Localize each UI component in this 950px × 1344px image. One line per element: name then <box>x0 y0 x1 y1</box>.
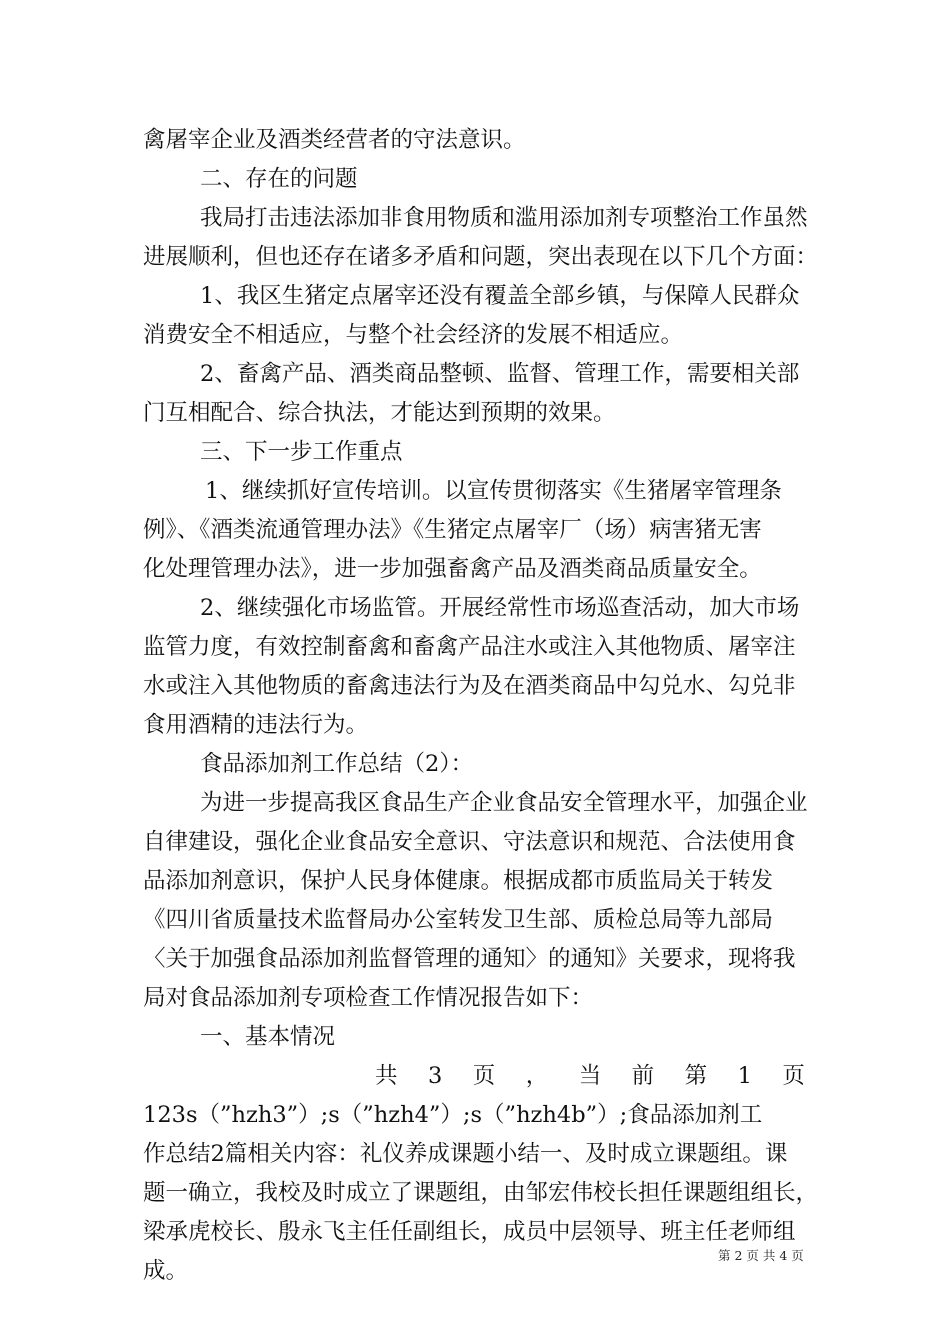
text-line: 局对食品添加剂专项检查工作情况报告如下： <box>143 985 594 1011</box>
text-line: 例》、《酒类流通管理办法》《生猪定点屠宰厂（场）病害猪无害 <box>143 517 762 543</box>
text-line: 作总结2篇相关内容：礼仪养成课题小结一、及时成立课题组。课 <box>143 1141 788 1167</box>
page-counter <box>375 1061 805 1091</box>
text-line: 监管力度，有效控制畜禽和畜禽产品注水或注入其他物质、屠宰注 <box>143 634 796 660</box>
page-counter-part: 共 <box>375 1063 398 1089</box>
page-counter-part: 当 <box>578 1063 602 1089</box>
text-line: 品添加剂意识，保护人民身体健康。根据成都市质监局关于转发 <box>143 868 774 894</box>
text-line: 我局打击违法添加非食用物质和滥用添加剂专项整治工作虽然 <box>200 205 808 231</box>
text-line: 1、继续抓好宣传培训。以宣传贯彻落实《生猪屠宰管理条 <box>205 478 782 504</box>
section-heading: 三、下一步工作重点 <box>200 439 403 465</box>
text-line: 〈关于加强食品添加剂监督管理的通知〉的通知》关要求，现将我 <box>143 946 796 972</box>
text-line: 题一确立，我校及时成立了课题组，由邹宏伟校长担任课题组组长， <box>143 1180 819 1206</box>
section-heading: 食品添加剂工作总结（2）： <box>200 751 474 777</box>
text-line: 2、继续强化市场监管。开展经常性市场巡查活动，加大市场 <box>200 595 800 621</box>
page-counter-part: 3 <box>427 1063 443 1089</box>
page-footer: 第 2 页 共 4 页 <box>718 1248 804 1263</box>
text-line: 食用酒精的违法行为。 <box>143 712 369 738</box>
text-line: 消费安全不相适应，与整个社会经济的发展不相适应。 <box>143 322 684 348</box>
text-line: 进展顺利，但也还存在诸多矛盾和问题，突出表现在以下几个方面： <box>143 244 819 270</box>
text-line: 门互相配合、综合执法，才能达到预期的效果。 <box>143 400 616 426</box>
page-counter-part: 1 <box>737 1063 752 1089</box>
text-line: 成。 <box>143 1258 189 1284</box>
text-line: 123s（”hzh3”）;s（”hzh4”）;s（”hzh4b”）;食品添加剂工 <box>143 1102 763 1128</box>
text-line: 自律建设，强化企业食品安全意识、守法意识和规范、合法使用食 <box>143 829 796 855</box>
text-line: 为进一步提高我区食品生产企业食品安全管理水平，加强企业 <box>200 790 808 816</box>
text-line: 禽屠宰企业及酒类经营者的守法意识。 <box>143 127 526 153</box>
text-line: 梁承虎校长、殷永飞主任任副组长，成员中层领导、班主任老师组 <box>143 1219 796 1245</box>
text-line: 《四川省质量技术监督局办公室转发卫生部、质检总局等九部局 <box>143 907 774 933</box>
page-counter-part: 页 <box>782 1063 805 1089</box>
section-heading: 一、基本情况 <box>200 1024 336 1050</box>
text-line: 化处理管理办法》，进一步加强畜禽产品及酒类商品质量安全。 <box>143 556 762 582</box>
section-heading: 二、存在的问题 <box>200 166 358 192</box>
page-counter-part: 第 <box>684 1063 708 1089</box>
page-counter-part: 前 <box>631 1063 655 1089</box>
page-counter-part: ， <box>525 1063 549 1089</box>
page-counter-part: 页 <box>472 1063 496 1089</box>
text-line: 2、畜禽产品、酒类商品整顿、监督、管理工作，需要相关部 <box>200 361 800 387</box>
text-line: 水或注入其他物质的畜禽违法行为及在酒类商品中勾兑水、勾兑非 <box>143 673 796 699</box>
text-line: 1、我区生猪定点屠宰还没有覆盖全部乡镇，与保障人民群众 <box>200 283 800 309</box>
